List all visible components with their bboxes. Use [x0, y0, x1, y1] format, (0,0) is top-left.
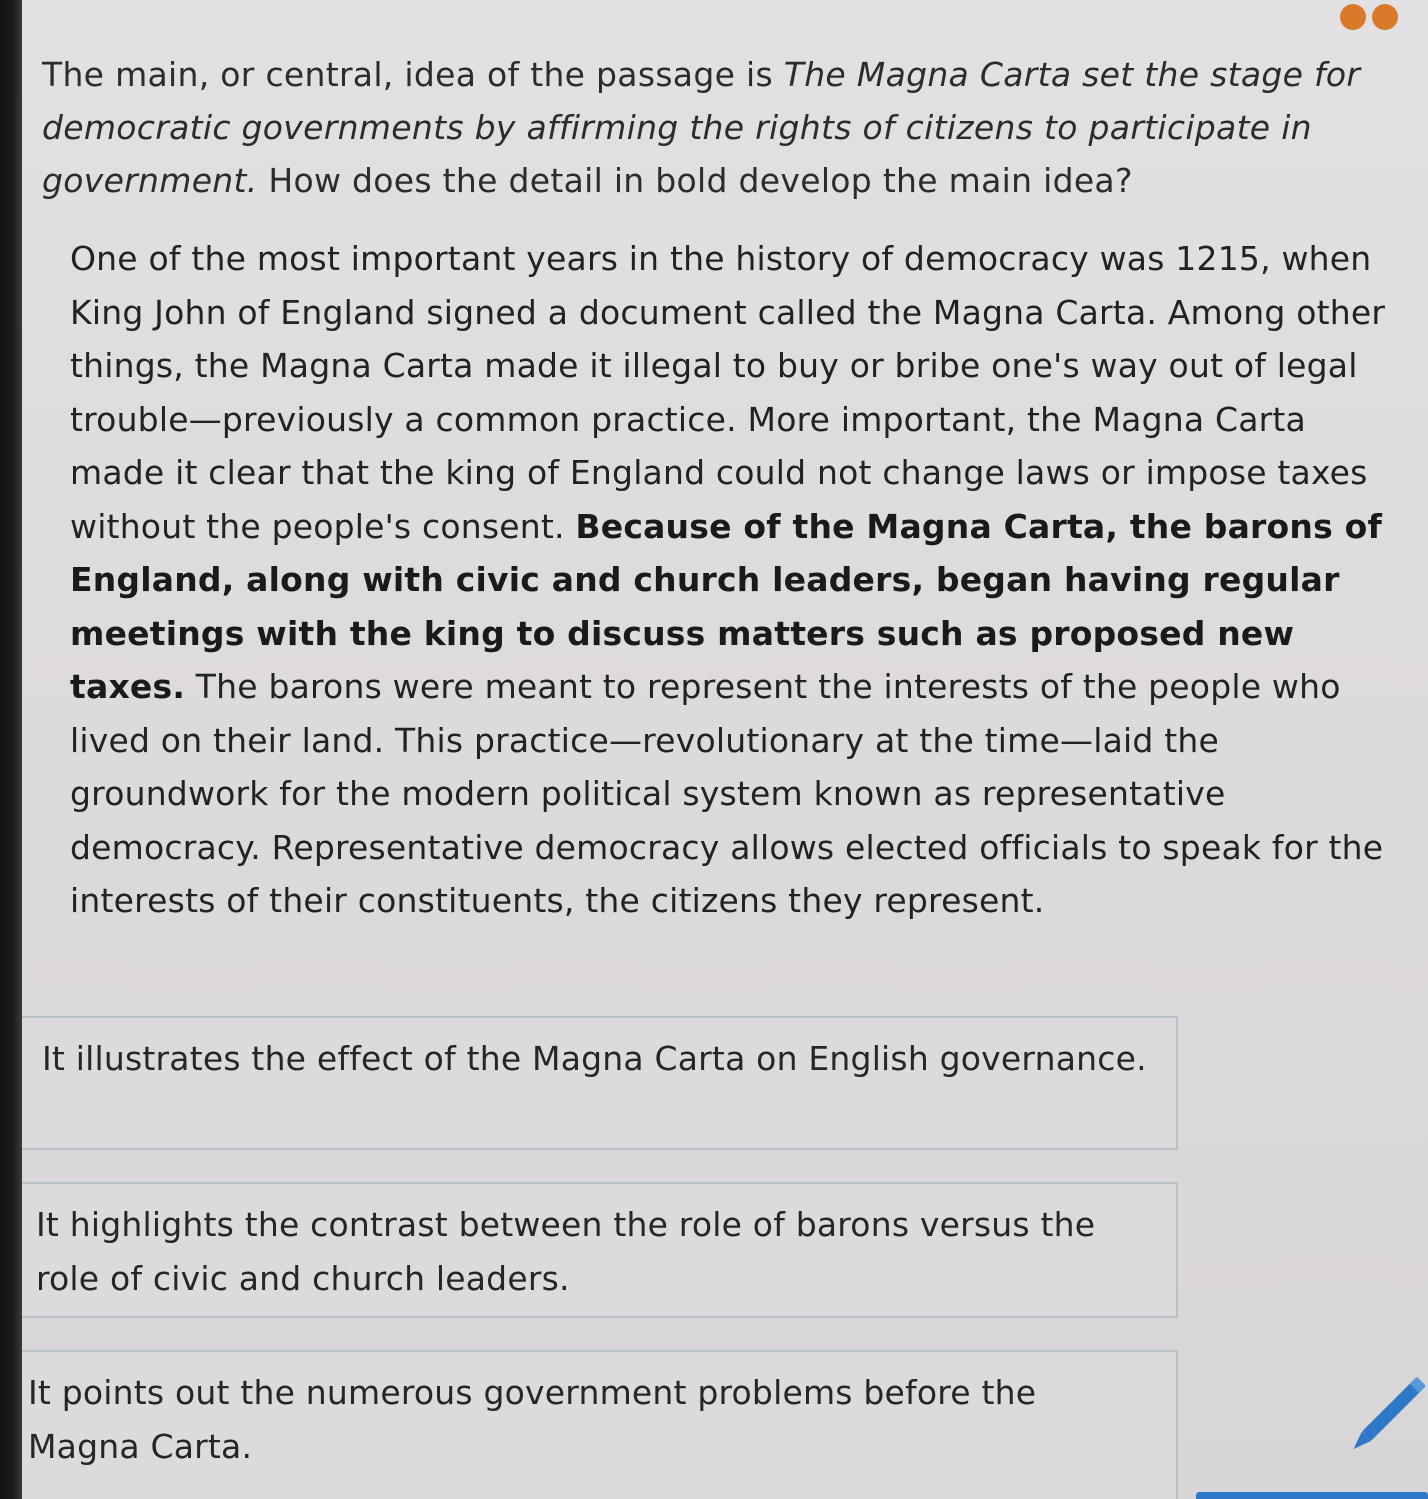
- status-dot-icon: [1372, 4, 1398, 30]
- passage-text-after: The barons were meant to represent the interests of the people who lived on their land. This practice—revolutionary at the time—laid the groundwork for the modern political system known as representative democracy. Representative democracy allows elected officials to speak for the interests of their constituents, the citizens they represent.: [70, 667, 1384, 920]
- pencil-icon[interactable]: [1340, 1372, 1428, 1462]
- question-prefix: The main, or central, idea of the passage is: [42, 55, 784, 94]
- answer-choice-text: It highlights the contrast between the role of barons versus the role of civic and church leaders.: [36, 1205, 1096, 1298]
- reading-passage: [70, 232, 1400, 928]
- screen: [22, 0, 1428, 1499]
- status-dot-icon: [1340, 4, 1366, 30]
- bold-detail: Because of the Magna Carta, the barons of England, along with civic and church leaders, began having regular meetings with the king to discuss matters such as proposed new taxes.: [70, 506, 1383, 706]
- answer-choice-text: It points out the numerous government problems before the Magna Carta.: [28, 1373, 1037, 1466]
- passage-text-before: One of the most important years in the history of democracy was 1215, when King John of England signed a document called the Magna Carta. Among other things, the Magna Carta made it illegal to buy or bribe one's way out of legal trouble—previously a common practice. More important, the Magna Carta made it clear that the king of England could not change laws or impose taxes without the people's consent.: [70, 239, 1386, 546]
- question-suffix: How does the detail in bold develop the main idea?: [257, 161, 1133, 200]
- status-indicators: [1340, 4, 1398, 30]
- answer-choice-2[interactable]: [22, 1182, 1178, 1318]
- main-idea-statement: The Magna Carta set the stage for democratic governments by affirming the rights of citizens to participate in government.: [42, 55, 1361, 200]
- answer-choice-3[interactable]: [22, 1350, 1178, 1499]
- device-bezel: [0, 0, 22, 1499]
- answer-choice-text: It illustrates the effect of the Magna Carta on English governance.: [42, 1039, 1147, 1078]
- question-prompt: [42, 48, 1428, 207]
- answer-choice-1[interactable]: [22, 1016, 1178, 1150]
- bottom-tab-indicator: [1196, 1492, 1428, 1499]
